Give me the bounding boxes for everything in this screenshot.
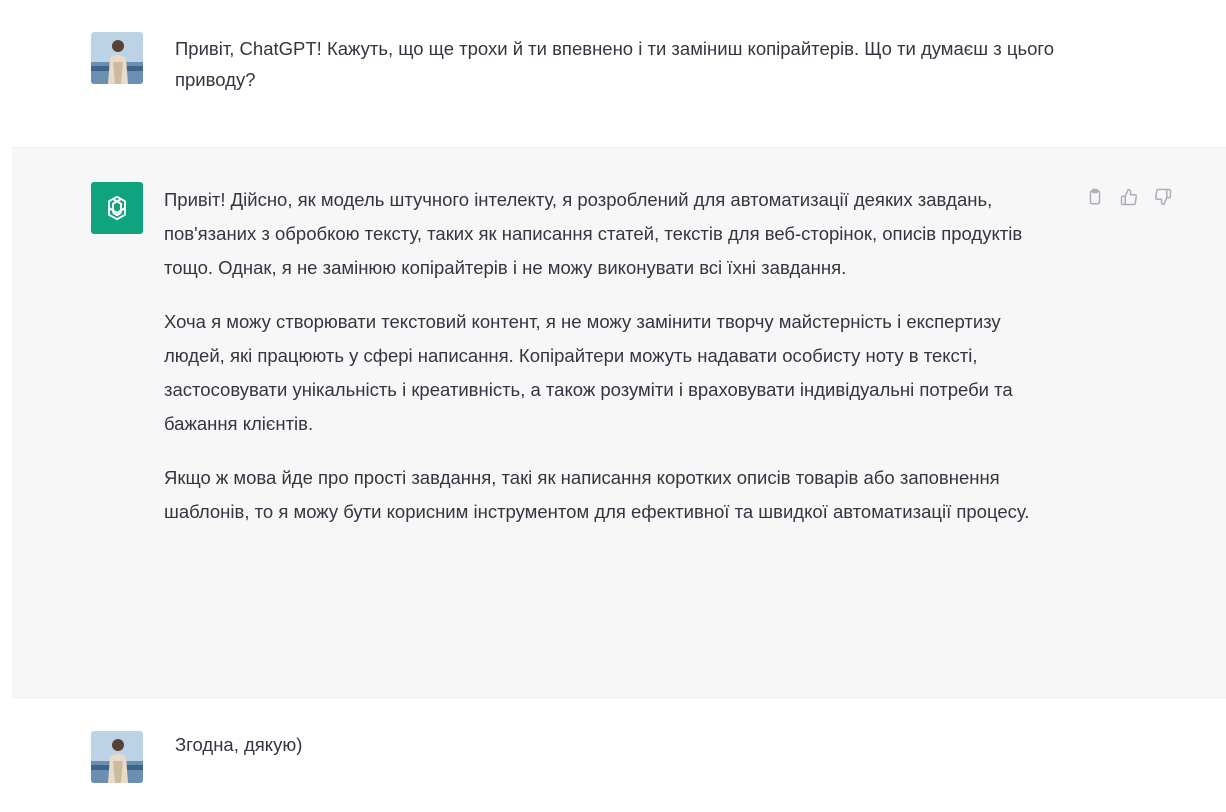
thumbs-up-icon xyxy=(1120,188,1138,206)
thumbs-down-icon xyxy=(1154,188,1172,206)
user-message xyxy=(0,698,1226,812)
assistant-message xyxy=(12,147,1226,698)
message-actions xyxy=(1084,186,1174,208)
thumbs-up-button[interactable] xyxy=(1118,186,1140,208)
assistant-paragraph: Хоча я можу створювати текстовий контент, я не можу замінити творчу майстерність і експертизу людей, які працюють у сфері написання. Копірайтери можуть надавати особисту ноту в тексті, застосовувати унікальність і креативність, а також розуміти і враховувати індивідуальні потреби та бажання клієнтів. xyxy=(164,311,1013,434)
assistant-paragraph: Якщо ж мова йде про прості завдання, такі як написання коротких описів товарів або заповнення шаблонів, то я можу бути корисним інструментом для ефективної та швидкої автоматизації процесу. xyxy=(164,467,1030,522)
user-message-text: Привіт, ChatGPT! Кажуть, що ще трохи й ти впевнено і ти заміниш копірайтерів. Що ти думаєш з цього приводу? xyxy=(175,38,1055,90)
clipboard-icon xyxy=(1086,188,1104,206)
assistant-message-text xyxy=(164,183,1044,549)
assistant-paragraph: Привіт! Дійсно, як модель штучного інтелекту, я розроблений для автоматизації деяких завдань, пов'язаних з обробкою тексту, таких як написання статей, текстів для веб-сторінок, описів продуктів тощо. Однак, я не замінюю копірайтерів і не можу виконувати всі їхні завдання. xyxy=(164,189,1023,278)
user-message-text: Згодна, дякую) xyxy=(175,734,303,755)
user-avatar xyxy=(91,731,143,783)
user-avatar xyxy=(91,32,143,84)
thumbs-down-button[interactable] xyxy=(1152,186,1174,208)
copy-button[interactable] xyxy=(1084,186,1106,208)
chatgpt-logo-icon xyxy=(91,182,143,234)
user-message xyxy=(0,0,1226,147)
